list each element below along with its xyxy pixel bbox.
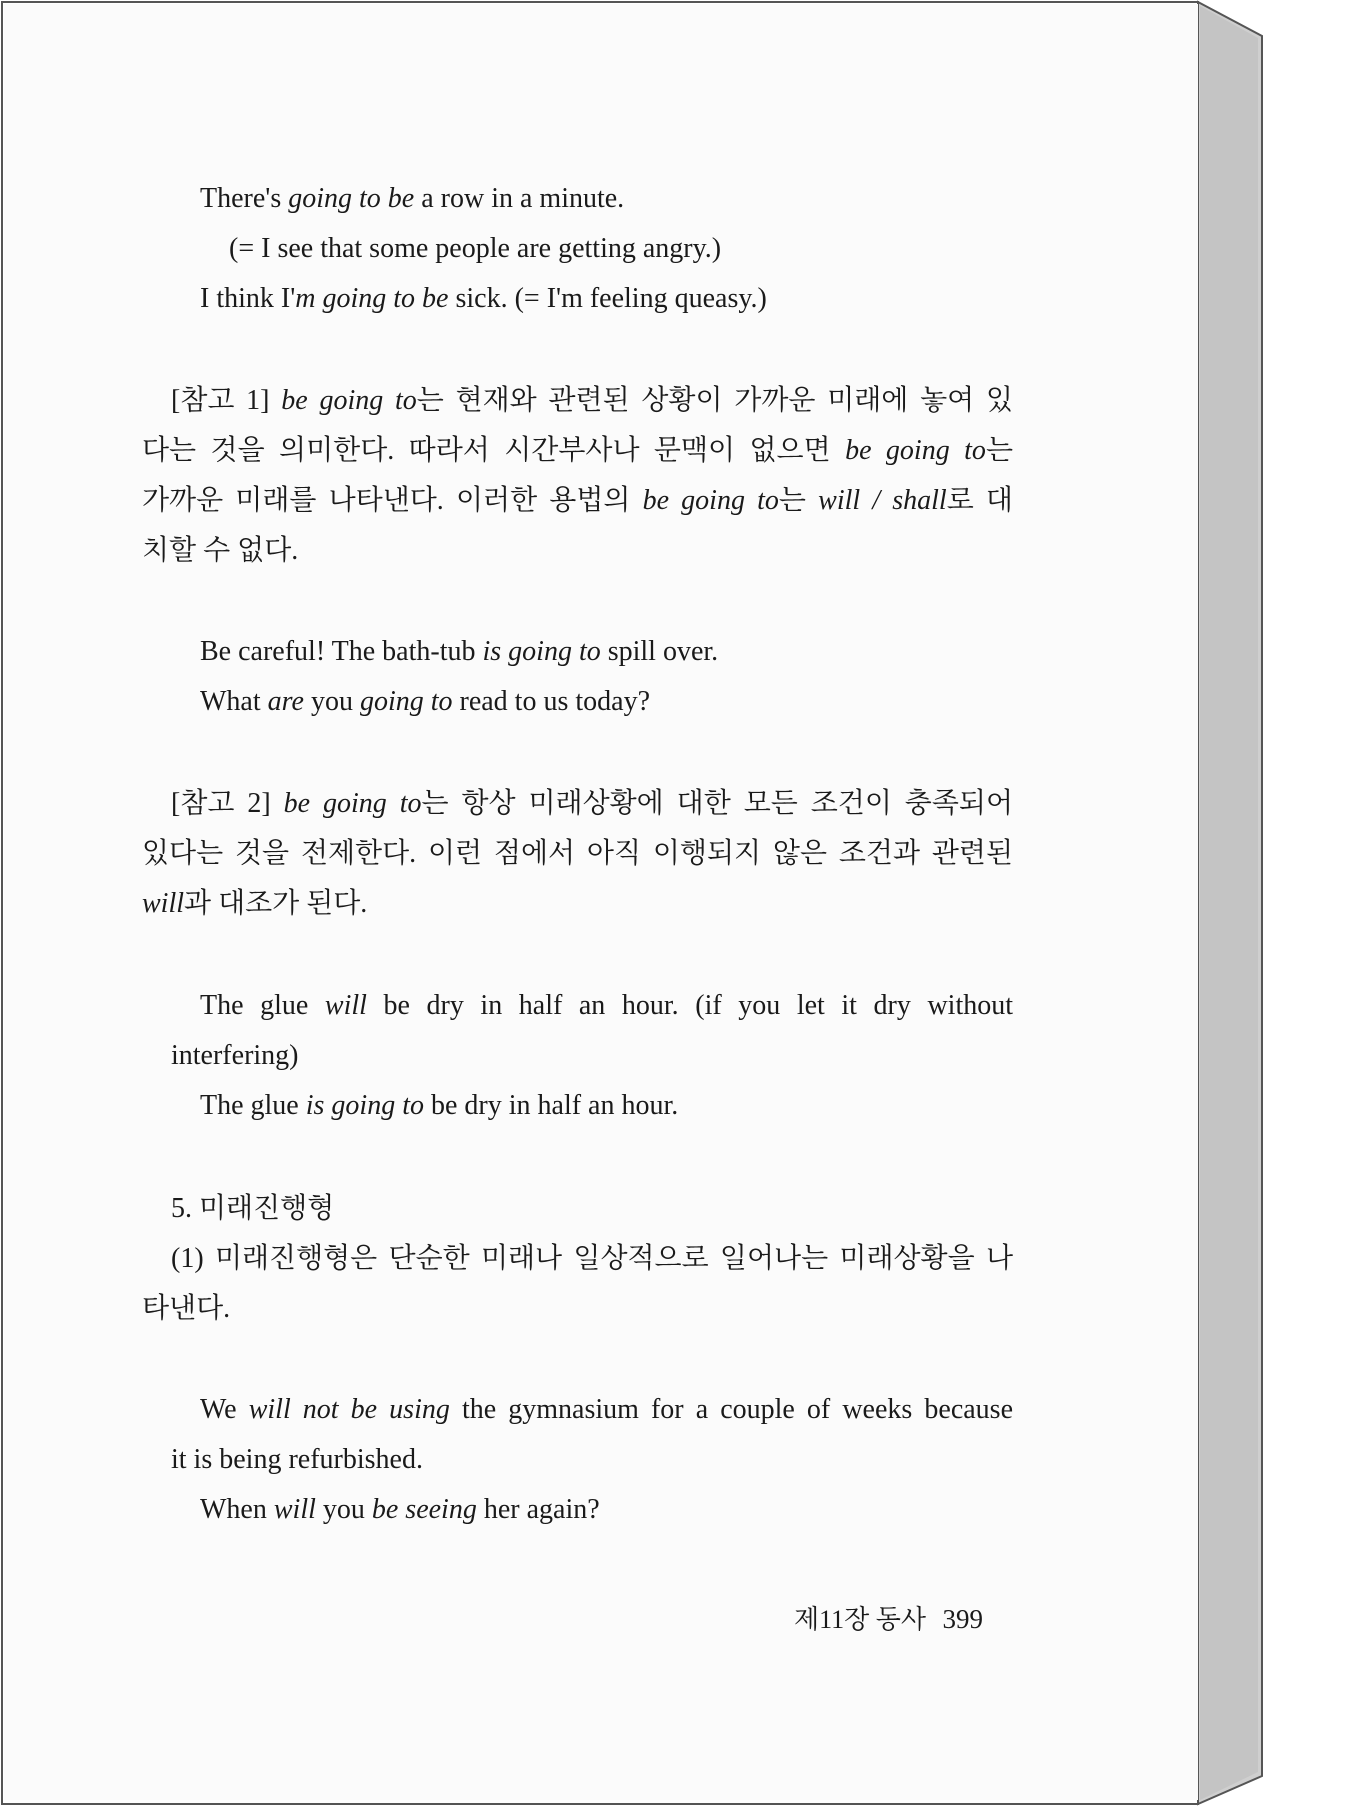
example-c-line-3: The glue is going to be dry in half an hour. [200,1090,679,1121]
section-5-subheading-line-1: (1) 미래진행형은 단순한 미래나 일상적으로 일어나는 미래상황을 나 [171,1243,1013,1274]
section-5-subheading-line-2: 타낸다. [142,1293,231,1324]
example-a-line-1: There's going to be a row in a minute. [200,183,625,214]
example-c-line-1: The glue will be dry in half an hour. (if you let it dry without [200,990,1013,1021]
note2-line-1: [참고 2] be going to는 항상 미래상황에 대한 모든 조건이 충족되어 [171,788,1013,819]
note1-line-1: [참고 1] be going to는 현재와 관련된 상황이 가까운 미래에 놓여 있 [171,385,1013,416]
chapter-label: 제11장 동사 [794,1605,926,1634]
page-number: 399 [942,1604,983,1634]
note1-line-4: 치할 수 없다. [142,535,299,566]
note2-line-2: 있다는 것을 전제한다. 이런 점에서 아직 이행되지 않은 조건과 관련된 [142,838,1013,869]
note2-line-3: will과 대조가 된다. [142,888,368,919]
example-b-line-1: Be careful! The bath-tub is going to spill over. [200,636,719,667]
example-c-line-2: interfering) [171,1040,299,1071]
example-d-line-2: it is being refurbished. [171,1444,423,1475]
note1-line-2: 다는 것을 의미한다. 따라서 시간부사나 문맥이 없으면 be going to는 [142,435,1013,466]
example-a-line-3: I think I'm going to be sick. (= I'm feeling queasy.) [200,283,767,314]
example-b-line-2: What are you going to read to us today? [200,686,650,717]
note1-line-3: 가까운 미래를 나타낸다. 이러한 용법의 be going to는 will / shall로 대 [142,485,1013,516]
example-d-line-1: We will not be using the gymnasium for a couple of weeks because [200,1394,1013,1425]
example-d-line-3: When will you be seeing her again? [200,1494,600,1525]
page [4,4,1198,1800]
example-a-line-2: (= I see that some people are getting angry.) [229,233,722,264]
book-spine-shade [1200,6,1258,1800]
section-5-heading: 5. 미래진행형 [171,1193,335,1224]
page-footer [794,1602,983,1637]
